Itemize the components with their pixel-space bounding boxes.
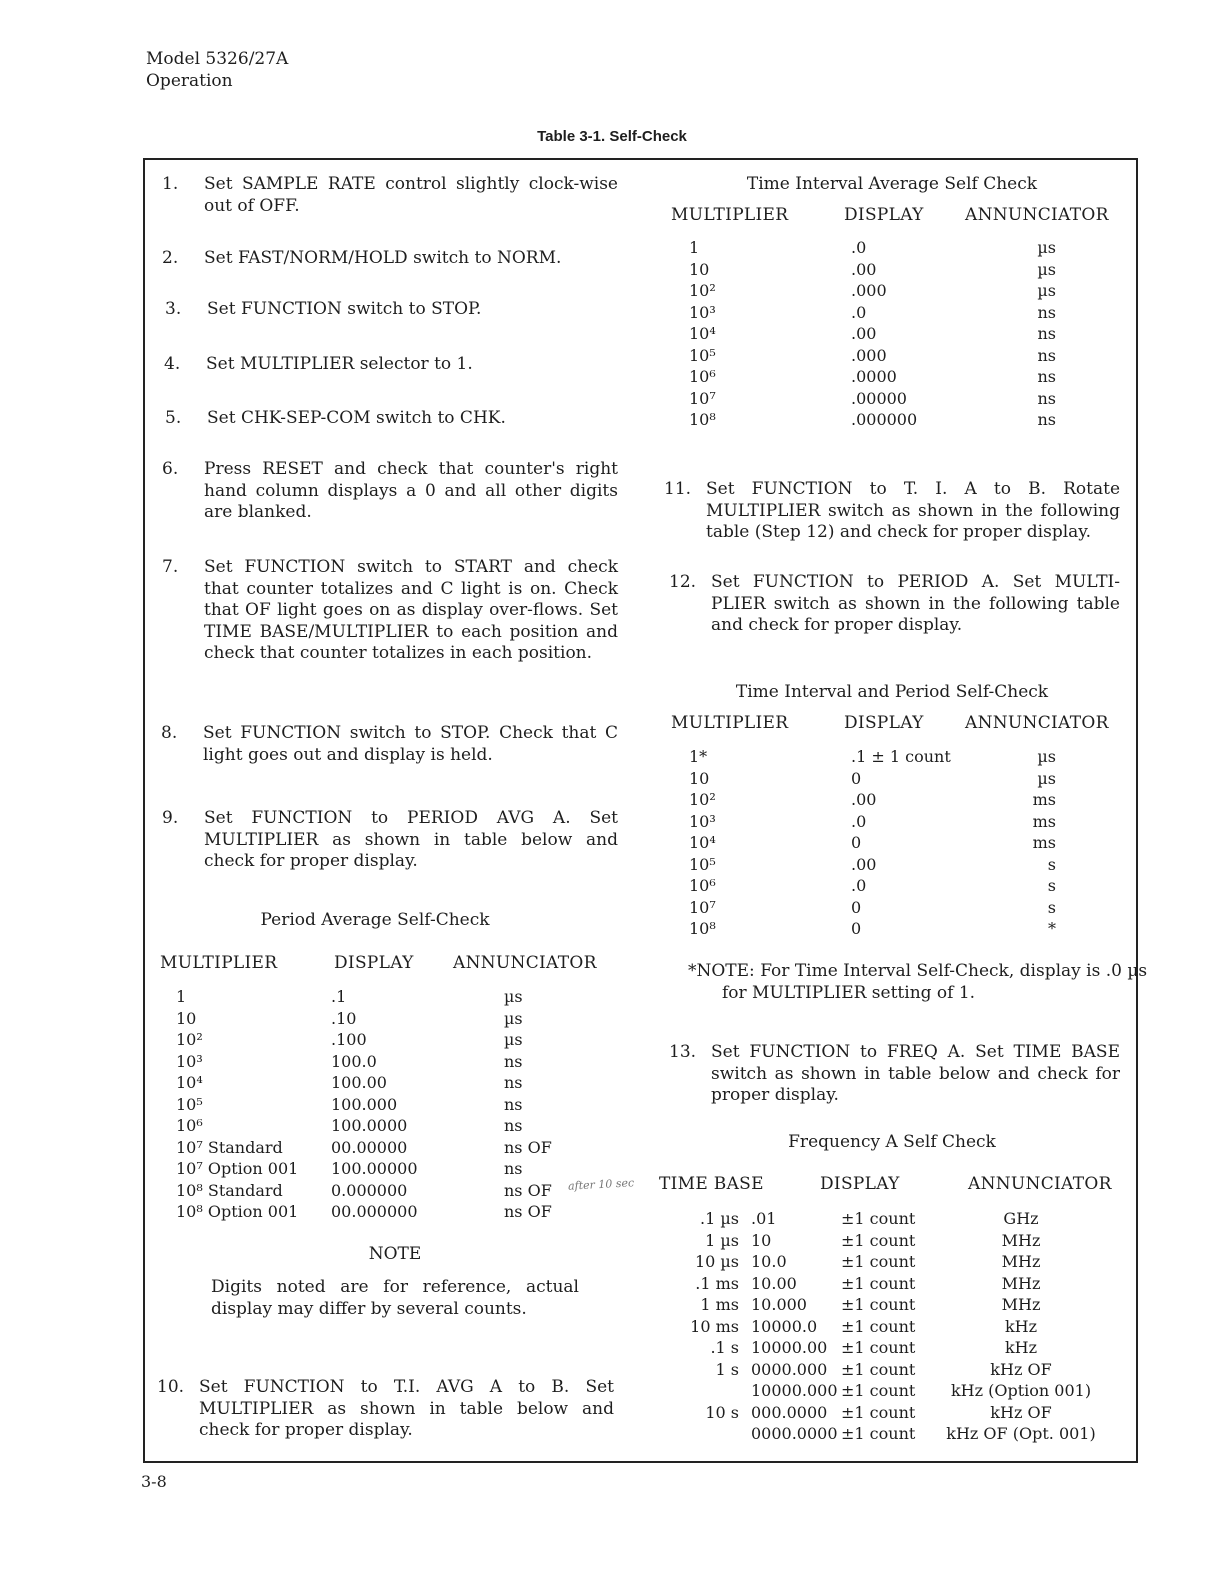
annunciator-cell: MHz <box>1001 1252 1041 1271</box>
annunciator-cell: ms <box>1032 790 1056 809</box>
spacer-cell <box>739 1294 751 1316</box>
annunciator-cell: ns <box>504 1094 523 1114</box>
step-7: 7. Set FUNCTION switch to START and check that counter totalizes and C light is on. Check that OF light goes on as display over-flows. Set TIME BASE/MULTIPLIER to each position and check that counter totalizes in each position. <box>162 557 618 663</box>
multiplier-cell: 10⁷ <box>689 388 716 408</box>
step-6: 6. Press RESET and check that counter's right hand column displays a 0 and all other digits are blanked. <box>162 459 618 522</box>
table-row <box>689 897 1056 919</box>
freq-a-table <box>667 1208 1111 1445</box>
table-row <box>176 1180 584 1202</box>
annunciator-cell: * <box>1048 919 1056 938</box>
annunciator-cell: kHz <box>1004 1338 1038 1357</box>
annunciator-cell: ns <box>504 1051 523 1071</box>
annunciator-cell: kHz <box>1004 1316 1038 1336</box>
table-row <box>689 280 1056 302</box>
display-cell: 10.000 <box>751 1295 807 1314</box>
display-cell: .01 <box>751 1209 777 1228</box>
table-row <box>667 1273 1111 1295</box>
table-row <box>689 323 1056 345</box>
self-check-table <box>143 158 1148 1463</box>
multiplier-cell: 10⁸ <box>689 919 716 938</box>
multiplier-cell: 10 <box>689 768 710 788</box>
annunciator-cell: ns <box>1037 367 1056 386</box>
timebase-cell <box>667 1423 739 1445</box>
table-row <box>176 1137 584 1159</box>
table-row <box>667 1402 1111 1424</box>
table-row <box>689 746 1056 768</box>
annunciator-cell: kHz OF <box>990 1359 1052 1379</box>
timebase-cell <box>667 1380 739 1402</box>
count-cell: ±1 count <box>841 1424 916 1443</box>
display-cell: 0.000000 <box>331 1180 408 1200</box>
ti-period-table <box>689 746 1056 940</box>
table-row <box>176 1115 584 1137</box>
display-cell: .000000 <box>851 410 918 429</box>
annunciator-cell: ns OF <box>504 1180 552 1200</box>
multiplier-cell: 10 <box>689 259 710 279</box>
timebase-cell: .1 µs <box>700 1209 739 1228</box>
display-cell: .00 <box>851 324 877 343</box>
table-row <box>689 345 1056 367</box>
annunciator-cell: ns <box>1037 324 1056 343</box>
count-cell: ±1 count <box>841 1209 916 1228</box>
annunciator-cell: GHz <box>1003 1209 1039 1228</box>
multiplier-cell: 10⁴ <box>689 833 716 852</box>
multiplier-cell: 10⁶ <box>689 876 716 895</box>
display-cell: .00 <box>851 854 877 874</box>
display-cell: .000 <box>851 345 887 365</box>
spacer-cell <box>739 1208 751 1230</box>
step-3: 3. Set FUNCTION switch to STOP. <box>165 299 482 319</box>
table-row <box>667 1359 1111 1381</box>
annunciator-cell: µs <box>1037 238 1056 257</box>
multiplier-cell: 10³ <box>176 1051 203 1071</box>
multiplier-cell: 10⁶ <box>176 1116 203 1135</box>
display-cell: .00 <box>851 790 877 809</box>
count-cell: ±1 count <box>841 1316 916 1336</box>
step-13: 13. Set FUNCTION to FREQ A. Set TIME BASE switch as shown in table below and check for proper display. <box>669 1042 1120 1105</box>
spacer-cell <box>739 1251 751 1273</box>
spacer-cell <box>739 1402 751 1424</box>
multiplier-cell: 10 <box>176 1008 197 1028</box>
table-row <box>667 1230 1111 1252</box>
table-row <box>689 259 1056 281</box>
spacer-cell <box>739 1380 751 1402</box>
annunciator-cell: kHz OF <box>990 1402 1052 1422</box>
display-cell: .00000 <box>851 388 907 408</box>
annunciator-cell: µs <box>1037 281 1056 300</box>
table-title: Table 3-1. Self-Check <box>537 128 687 145</box>
annunciator-cell: ns <box>504 1116 523 1135</box>
table-row <box>667 1423 1111 1445</box>
display-cell: 0000.000 <box>751 1359 828 1379</box>
display-cell: 00.000000 <box>331 1202 418 1221</box>
annunciator-cell: ns <box>504 1073 523 1092</box>
spacer-cell <box>739 1337 751 1359</box>
table-row <box>667 1337 1111 1359</box>
table-row <box>689 388 1056 410</box>
multiplier-cell: 10² <box>689 790 716 809</box>
spacer-cell <box>739 1230 751 1252</box>
display-cell: .1 <box>331 987 347 1006</box>
freq-a-header-display: DISPLAY <box>820 1174 900 1194</box>
spacer-cell <box>739 1316 751 1338</box>
period-avg-header-display: DISPLAY <box>334 953 414 973</box>
annunciator-cell: s <box>1047 876 1056 895</box>
annunciator-cell: s <box>1047 897 1056 917</box>
freq-a-title: Frequency A Self Check <box>788 1132 996 1152</box>
annunciator-cell: kHz (Option 001) <box>950 1381 1092 1400</box>
multiplier-cell: 10⁸ Standard <box>176 1180 283 1200</box>
count-cell: ±1 count <box>841 1295 916 1314</box>
ti-period-header-multiplier: MULTIPLIER <box>671 713 789 733</box>
display-cell: 100.00000 <box>331 1159 418 1178</box>
table-row <box>689 768 1056 790</box>
display-cell: .0 <box>851 876 867 895</box>
multiplier-cell: 10² <box>176 1030 203 1049</box>
annunciator-cell: kHz OF (Opt. 001) <box>946 1424 1096 1443</box>
annunciator-cell: ns <box>1037 410 1056 429</box>
count-cell: ±1 count <box>841 1273 916 1293</box>
table-row <box>176 1008 584 1030</box>
count-cell: ±1 count <box>841 1402 916 1422</box>
multiplier-cell: 10⁷ Standard <box>176 1137 283 1157</box>
step-8: 8. Set FUNCTION switch to STOP. Check that C light goes out and display is held. <box>161 723 618 765</box>
annunciator-cell: µs <box>504 987 523 1006</box>
ti-avg-title: Time Interval Average Self Check <box>746 174 1038 194</box>
table-row <box>667 1316 1111 1338</box>
table-row <box>176 1072 584 1094</box>
display-cell: 10000.000 <box>751 1381 838 1400</box>
table-row <box>667 1251 1111 1273</box>
display-cell: .100 <box>331 1030 367 1049</box>
annunciator-cell: MHz <box>1001 1295 1041 1314</box>
display-cell: .00 <box>851 259 877 279</box>
multiplier-cell: 10⁴ <box>176 1073 203 1092</box>
table-row <box>176 986 584 1008</box>
display-cell: .0 <box>851 811 867 831</box>
header-section: Operation <box>146 71 233 91</box>
spacer-cell <box>739 1423 751 1445</box>
table-row <box>689 811 1056 833</box>
timebase-cell: .1 s <box>710 1338 739 1357</box>
count-cell: ±1 count <box>841 1338 916 1357</box>
header-model: Model 5326/27A <box>146 49 289 69</box>
timebase-cell: 10 s <box>705 1402 739 1422</box>
annunciator-cell: µs <box>1037 259 1056 279</box>
annunciator-cell: ns <box>1037 302 1056 322</box>
display-cell: 000.0000 <box>751 1402 828 1422</box>
display-cell: .000 <box>851 281 887 300</box>
table-row <box>689 237 1056 259</box>
annunciator-cell: MHz <box>1001 1230 1041 1250</box>
annunciator-cell: ns OF <box>504 1137 552 1157</box>
annunciator-cell: µs <box>1037 768 1056 788</box>
freq-a-header-annunciator: ANNUNCIATOR <box>968 1174 1112 1194</box>
display-cell: 0000.0000 <box>751 1424 838 1443</box>
multiplier-cell: 10⁴ <box>689 324 716 343</box>
table-row <box>689 854 1056 876</box>
note-title: NOTE <box>368 1244 422 1264</box>
table-row <box>689 302 1056 324</box>
multiplier-cell: 10³ <box>689 302 716 322</box>
annunciator-cell: ns <box>1037 345 1056 365</box>
display-cell: 10.00 <box>751 1273 797 1293</box>
display-cell: 100.0000 <box>331 1116 408 1135</box>
ti-period-note: *NOTE: For Time Interval Self-Check, display is .0 µs for MULTIPLIER setting of 1. <box>688 961 1148 1003</box>
note-text: Digits noted are for reference, actual display may differ by several counts. <box>211 1277 579 1319</box>
step-12: 12. Set FUNCTION to PERIOD A. Set MULTI-PLIER switch as shown in the following table and check for proper display. <box>669 572 1120 635</box>
table-row <box>689 409 1056 431</box>
annunciator-cell: ms <box>1032 833 1056 852</box>
display-cell: 100.000 <box>331 1094 398 1114</box>
ti-avg-header-display: DISPLAY <box>844 205 924 225</box>
table-row <box>667 1208 1111 1230</box>
display-cell: .0000 <box>851 367 897 386</box>
table-row <box>689 366 1056 388</box>
table-row <box>689 918 1056 940</box>
period-avg-header-multiplier: MULTIPLIER <box>160 953 278 973</box>
step-9: 9. Set FUNCTION to PERIOD AVG A. Set MULTIPLIER as shown in table below and check for proper display. <box>162 808 618 871</box>
step-10: 10. Set FUNCTION to T.I. AVG A to B. Set MULTIPLIER as shown in table below and check for proper display. <box>157 1377 614 1440</box>
step-1: 1. Set SAMPLE RATE control slightly clock-wise out of OFF. <box>162 174 618 216</box>
multiplier-cell: 10⁵ <box>176 1094 203 1114</box>
display-cell: 0 <box>851 768 862 788</box>
spacer-cell <box>739 1359 751 1381</box>
table-row <box>176 1029 584 1051</box>
timebase-cell: 1 s <box>715 1359 739 1379</box>
display-cell: 100.00 <box>331 1073 387 1092</box>
timebase-cell: 1 ms <box>700 1295 739 1314</box>
step-11: 11. Set FUNCTION to T. I. A to B. Rotate MULTIPLIER switch as shown in the following table (Step 12) and check for proper display. <box>664 479 1120 542</box>
annunciator-cell: ns OF <box>504 1202 552 1221</box>
annunciator-cell: µs <box>504 1008 523 1028</box>
count-cell: ±1 count <box>841 1230 916 1250</box>
handwritten-note: after 10 sec <box>567 1176 635 1193</box>
timebase-cell: .1 ms <box>695 1273 739 1293</box>
page-number: 3-8 <box>141 1472 167 1491</box>
freq-a-header-timebase: TIME BASE <box>659 1174 764 1194</box>
table-row <box>689 789 1056 811</box>
display-cell: .0 <box>851 238 867 257</box>
step-2: 2. Set FAST/NORM/HOLD switch to NORM. <box>162 248 562 268</box>
multiplier-cell: 10⁶ <box>689 367 716 386</box>
annunciator-cell: ns <box>504 1159 523 1178</box>
step-5: 5. Set CHK-SEP-COM switch to CHK. <box>165 408 506 428</box>
timebase-cell: 1 µs <box>705 1230 739 1250</box>
display-cell: 0 <box>851 833 862 852</box>
timebase-cell: 10 ms <box>690 1316 739 1336</box>
table-row <box>176 1201 584 1223</box>
count-cell: ±1 count <box>841 1359 916 1379</box>
display-cell: 00.00000 <box>331 1137 408 1157</box>
display-cell: 0 <box>851 897 862 917</box>
table-row <box>667 1380 1111 1402</box>
ti-period-header-display: DISPLAY <box>844 713 924 733</box>
annunciator-cell: ms <box>1032 811 1056 831</box>
spacer-cell <box>739 1273 751 1295</box>
ti-avg-table <box>689 237 1056 431</box>
ti-period-title: Time Interval and Period Self-Check <box>735 682 1049 702</box>
multiplier-cell: 10⁷ <box>689 897 716 917</box>
count-cell: ±1 count <box>841 1381 916 1400</box>
table-row <box>176 1051 584 1073</box>
table-row <box>176 1094 584 1116</box>
timebase-cell: 10 µs <box>694 1252 739 1271</box>
display-cell: 10.0 <box>751 1252 787 1271</box>
ti-avg-header-multiplier: MULTIPLIER <box>671 205 789 225</box>
display-cell: 100.0 <box>331 1051 377 1071</box>
step-4: 4. Set MULTIPLIER selector to 1. <box>164 354 473 374</box>
table-row <box>689 875 1056 897</box>
annunciator-cell: MHz <box>1001 1273 1041 1293</box>
table-row <box>176 1158 584 1180</box>
period-avg-table <box>176 986 584 1223</box>
ti-avg-header-annunciator: ANNUNCIATOR <box>965 205 1109 225</box>
annunciator-cell: µs <box>1037 747 1056 766</box>
multiplier-cell: 1 <box>176 987 187 1006</box>
ti-period-header-annunciator: ANNUNCIATOR <box>965 713 1109 733</box>
period-avg-header-annunciator: ANNUNCIATOR <box>453 953 597 973</box>
table-row <box>667 1294 1111 1316</box>
multiplier-cell: 10⁵ <box>689 345 716 365</box>
display-cell: 10000.0 <box>751 1316 818 1336</box>
annunciator-cell: µs <box>504 1030 523 1049</box>
display-cell: 10000.00 <box>751 1338 828 1357</box>
display-cell: 0 <box>851 919 862 938</box>
multiplier-cell: 1 <box>689 238 700 257</box>
period-avg-title: Period Average Self-Check <box>260 910 490 930</box>
multiplier-cell: 10⁸ Option 001 <box>176 1202 299 1221</box>
display-cell: .0 <box>851 302 867 322</box>
display-cell: .10 <box>331 1008 357 1028</box>
multiplier-cell: 10³ <box>689 811 716 831</box>
multiplier-cell: 10⁵ <box>689 854 716 874</box>
display-cell: 10 <box>751 1230 772 1250</box>
display-cell: .1 ± 1 count <box>851 747 951 766</box>
annunciator-cell: ns <box>1037 388 1056 408</box>
multiplier-cell: 10² <box>689 281 716 300</box>
count-cell: ±1 count <box>841 1252 916 1271</box>
multiplier-cell: 10⁸ <box>689 410 716 429</box>
annunciator-cell: s <box>1047 854 1056 874</box>
table-row <box>689 832 1056 854</box>
multiplier-cell: 1* <box>689 747 708 766</box>
multiplier-cell: 10⁷ Option 001 <box>176 1159 299 1178</box>
